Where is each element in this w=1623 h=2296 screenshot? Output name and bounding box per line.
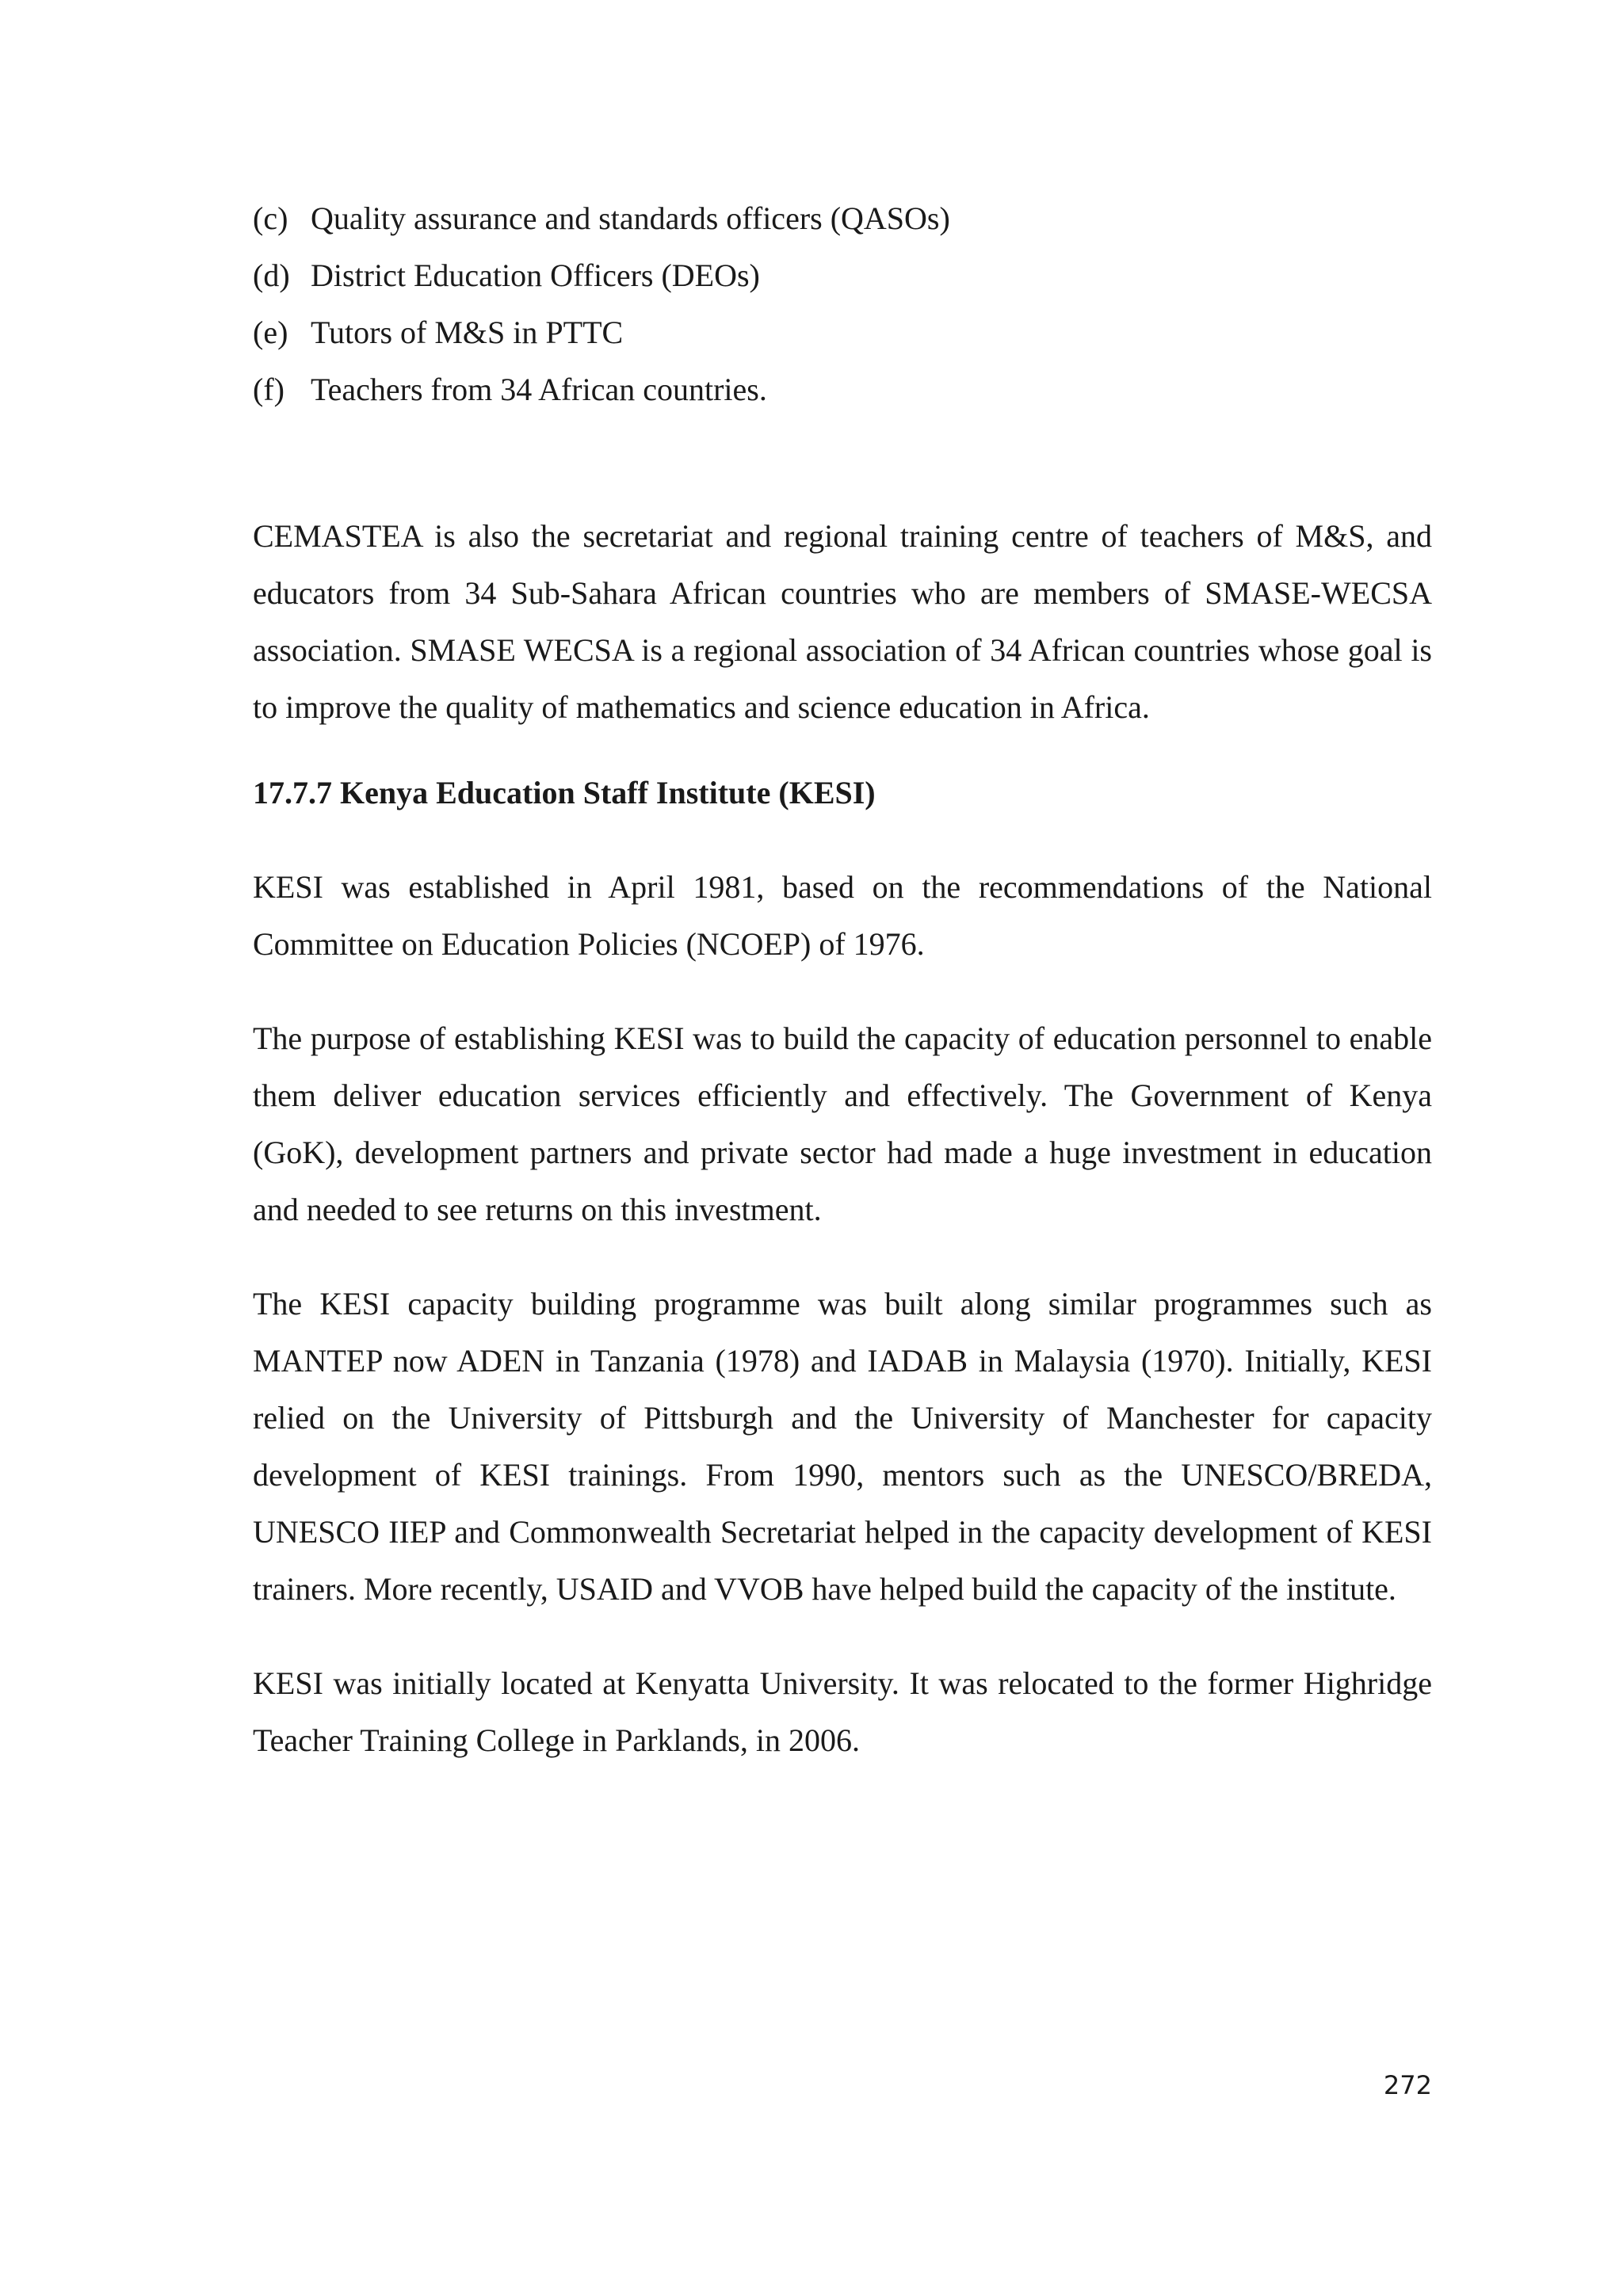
list-marker: (f) (253, 372, 285, 407)
list-item (253, 190, 1432, 247)
list-text: Tutors of M&S in PTTC (311, 315, 624, 350)
officer-list (253, 190, 1432, 418)
list-text: Quality assurance and standards officers (QASOs) (311, 200, 950, 236)
kesi-location-paragraph: KESI was initially located at Kenyatta University. It was relocated to the former Highridge Teacher Training College in Parklands, in 2006. (253, 1665, 1432, 1758)
list-marker: (e) (253, 315, 288, 350)
list-item (253, 304, 1432, 361)
list-text: Teachers from 34 African countries. (311, 372, 767, 407)
cemastea-paragraph: CEMASTEA is also the secretariat and regional training centre of teachers of M&S, and educators from 34 Sub-Sahara African countries who are members of SMASE-WECSA association. SMASE WECSA is a regional association of 34 African countries whose goal is to improve the quality of mathematics and science education in Africa. (253, 518, 1432, 725)
kesi-programme-paragraph: The KESI capacity building programme was built along similar programmes such as MANTEP now ADEN in Tanzania (1978) and IADAB in Malaysia (1970). Initially, KESI relied on the University of Pittsburgh and the University of Manchester for capacity development of KESI trainings. From 1990, mentors such as the UNESCO/BREDA, UNESCO IIEP and Commonwealth Secretariat helped in the capacity development of KESI trainers. More recently, USAID and VVOB have helped build the capacity of the institute. (253, 1286, 1432, 1607)
list-marker: (c) (253, 200, 288, 236)
page-number: 272 (1383, 2070, 1432, 2100)
list-item (253, 247, 1432, 304)
list-marker: (d) (253, 257, 290, 293)
kesi-established-paragraph: KESI was established in April 1981, based on the recommendations of the National Committee on Education Policies (NCOEP) of 1976. (253, 869, 1432, 962)
section-heading: 17.7.7 Kenya Education Staff Institute (KESI) (253, 775, 876, 810)
page-content (253, 190, 1432, 1769)
kesi-purpose-paragraph: The purpose of establishing KESI was to build the capacity of education personnel to enable them deliver education services efficiently and effectively. The Government of Kenya (GoK), development partners and private sector had made a huge investment in education and needed to see returns on this investment. (253, 1020, 1432, 1227)
list-text: District Education Officers (DEOs) (311, 257, 760, 293)
list-item (253, 361, 1432, 418)
